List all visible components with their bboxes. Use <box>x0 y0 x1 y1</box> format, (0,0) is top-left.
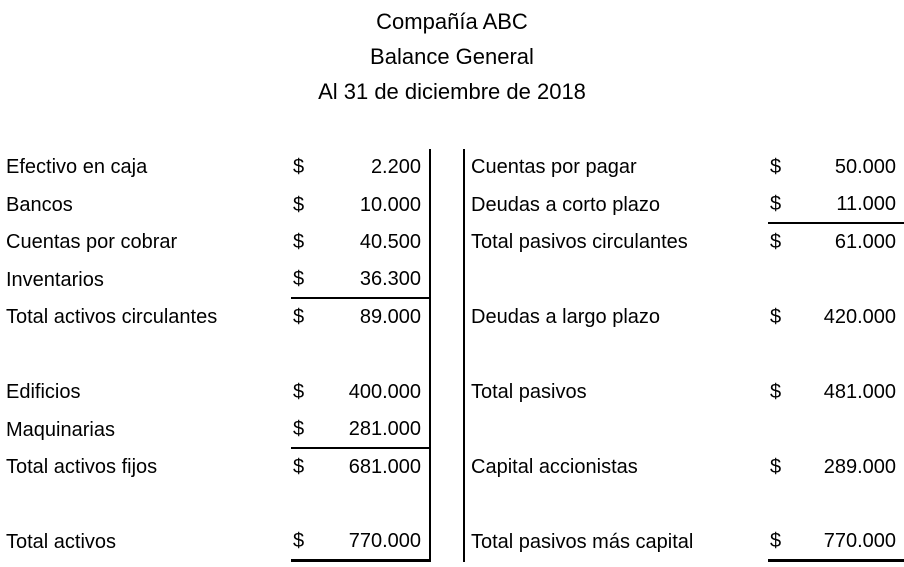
account-label: Capital accionistas <box>471 456 638 479</box>
currency-symbol: $ <box>293 267 305 290</box>
currency-symbol: $ <box>293 231 305 254</box>
account-label: Total pasivos más capital <box>471 531 694 554</box>
amount-cell <box>291 262 429 300</box>
account-label: Cuentas por pagar <box>471 156 637 179</box>
amount-cell <box>768 187 904 225</box>
liabilities-column <box>463 149 904 562</box>
amount-value: 40.500 <box>359 231 421 254</box>
statement-date: Al 31 de diciembre de 2018 <box>318 79 586 104</box>
account-label: Efectivo en caja <box>6 156 148 179</box>
amount-cell <box>291 524 429 562</box>
table-row <box>6 262 429 300</box>
spacer-row <box>471 487 904 525</box>
account-label: Inventarios <box>6 268 104 291</box>
table-row <box>471 449 904 487</box>
spacer-row <box>6 337 429 375</box>
amount-value: 10.000 <box>359 193 421 216</box>
amount-value: 681.000 <box>348 456 421 479</box>
currency-symbol: $ <box>770 381 782 404</box>
currency-symbol: $ <box>293 193 305 216</box>
amount-cell <box>768 299 904 337</box>
table-row <box>6 299 429 337</box>
amount-cell <box>768 524 904 562</box>
amount-value: 50.000 <box>834 156 896 179</box>
table-row <box>471 299 904 337</box>
table-row <box>471 374 904 412</box>
account-label: Total activos circulantes <box>6 306 218 329</box>
amount-value: 770.000 <box>823 529 896 552</box>
table-row <box>471 187 904 225</box>
amount-cell <box>291 187 429 225</box>
amount-cell <box>291 449 429 487</box>
currency-symbol: $ <box>770 529 782 552</box>
account-label: Edificios <box>6 381 81 404</box>
amount-cell <box>768 449 904 487</box>
amount-value: 36.300 <box>359 267 421 290</box>
account-label: Total pasivos <box>471 381 587 404</box>
currency-symbol: $ <box>770 456 782 479</box>
amount-value: 61.000 <box>834 231 896 254</box>
amount-value: 89.000 <box>359 306 421 329</box>
balance-table <box>6 149 904 562</box>
spacer-row <box>6 487 429 525</box>
currency-symbol: $ <box>770 231 782 254</box>
account-label: Deudas a largo plazo <box>471 306 661 329</box>
table-row <box>6 187 429 225</box>
spacer-row <box>471 262 904 300</box>
table-row <box>6 524 429 562</box>
currency-symbol: $ <box>293 417 305 440</box>
account-label: Bancos <box>6 193 73 216</box>
currency-symbol: $ <box>770 306 782 329</box>
table-row <box>471 149 904 187</box>
currency-symbol: $ <box>293 529 305 552</box>
amount-value: 770.000 <box>348 529 421 552</box>
amount-value: 281.000 <box>348 417 421 440</box>
amount-cell <box>291 412 429 450</box>
account-label: Total pasivos circulantes <box>471 231 688 254</box>
amount-cell <box>291 374 429 412</box>
statement-title: Balance General <box>370 44 534 69</box>
amount-value: 289.000 <box>823 456 896 479</box>
amount-value: 481.000 <box>823 381 896 404</box>
currency-symbol: $ <box>293 456 305 479</box>
table-row <box>471 524 904 562</box>
spacer-row <box>471 337 904 375</box>
account-label: Deudas a corto plazo <box>471 193 661 216</box>
amount-value: 11.000 <box>836 192 896 215</box>
company-name: Compañía ABC <box>376 9 528 34</box>
amount-cell <box>291 299 429 337</box>
account-label: Cuentas por cobrar <box>6 231 178 254</box>
table-row <box>6 224 429 262</box>
amount-value: 420.000 <box>823 306 896 329</box>
table-row <box>6 149 429 187</box>
amount-cell <box>768 149 904 187</box>
table-row <box>6 449 429 487</box>
amount-cell <box>291 149 429 187</box>
amount-value: 2.200 <box>370 156 421 179</box>
table-row <box>471 224 904 262</box>
amount-value: 400.000 <box>348 381 421 404</box>
assets-column <box>6 149 431 562</box>
spacer-row <box>471 412 904 450</box>
account-label: Total activos <box>6 531 117 554</box>
amount-cell <box>768 224 904 262</box>
amount-cell <box>768 374 904 412</box>
table-row <box>6 374 429 412</box>
currency-symbol: $ <box>293 381 305 404</box>
currency-symbol: $ <box>770 156 782 179</box>
account-label: Total activos fijos <box>6 456 158 479</box>
document-header <box>0 4 904 109</box>
currency-symbol: $ <box>770 192 782 215</box>
amount-cell <box>291 224 429 262</box>
currency-symbol: $ <box>293 306 305 329</box>
account-label: Maquinarias <box>6 418 115 441</box>
currency-symbol: $ <box>293 156 305 179</box>
table-row <box>6 412 429 450</box>
